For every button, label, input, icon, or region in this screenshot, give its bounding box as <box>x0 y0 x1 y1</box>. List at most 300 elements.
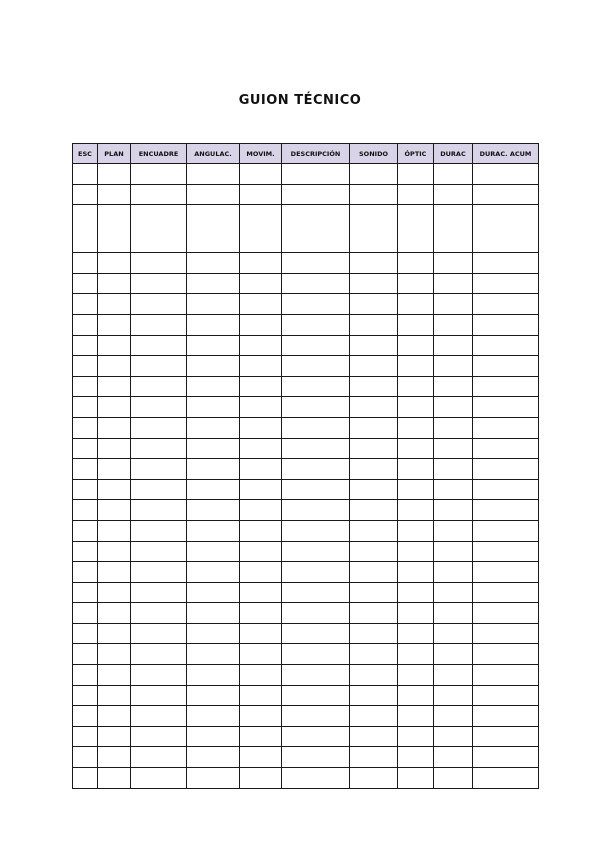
table-cell[interactable] <box>240 644 282 665</box>
table-cell[interactable] <box>131 479 187 500</box>
table-cell[interactable] <box>398 582 434 603</box>
table-cell[interactable] <box>187 685 240 706</box>
table-cell[interactable] <box>398 184 434 205</box>
table-cell[interactable] <box>240 726 282 747</box>
table-cell[interactable] <box>350 582 398 603</box>
table-cell[interactable] <box>240 253 282 274</box>
table-cell[interactable] <box>398 335 434 356</box>
table-cell[interactable] <box>434 164 473 185</box>
table-cell[interactable] <box>187 479 240 500</box>
table-cell[interactable] <box>98 520 131 541</box>
table-cell[interactable] <box>187 184 240 205</box>
table-cell[interactable] <box>282 356 350 377</box>
table-cell[interactable] <box>473 164 539 185</box>
table-cell[interactable] <box>73 335 98 356</box>
table-cell[interactable] <box>240 356 282 377</box>
table-cell[interactable] <box>240 500 282 521</box>
table-cell[interactable] <box>434 562 473 583</box>
table-cell[interactable] <box>240 582 282 603</box>
table-cell[interactable] <box>282 603 350 624</box>
technical-script-table <box>72 143 539 789</box>
table-cell[interactable] <box>434 541 473 562</box>
table-cell[interactable] <box>350 726 398 747</box>
table-cell[interactable] <box>240 706 282 727</box>
table-cell[interactable] <box>282 665 350 686</box>
table-cell[interactable] <box>434 520 473 541</box>
table-cell[interactable] <box>187 665 240 686</box>
table-cell[interactable] <box>282 459 350 480</box>
table-cell[interactable] <box>282 520 350 541</box>
table-cell[interactable] <box>98 479 131 500</box>
table-cell[interactable] <box>398 603 434 624</box>
table-cell[interactable] <box>398 438 434 459</box>
table-cell[interactable] <box>434 294 473 315</box>
table-cell[interactable] <box>350 706 398 727</box>
table-cell[interactable] <box>187 541 240 562</box>
table-cell[interactable] <box>131 644 187 665</box>
table-cell[interactable] <box>350 314 398 335</box>
table-cell[interactable] <box>350 459 398 480</box>
table-cell[interactable] <box>434 356 473 377</box>
table-cell[interactable] <box>98 417 131 438</box>
table-cell[interactable] <box>473 500 539 521</box>
table-cell[interactable] <box>434 417 473 438</box>
table-cell[interactable] <box>131 205 187 253</box>
table-cell[interactable] <box>131 273 187 294</box>
table-cell[interactable] <box>73 376 98 397</box>
table-cell[interactable] <box>98 397 131 418</box>
table-cell[interactable] <box>282 397 350 418</box>
table-cell[interactable] <box>98 253 131 274</box>
table-cell[interactable] <box>350 479 398 500</box>
table-cell[interactable] <box>473 562 539 583</box>
table-row <box>73 459 539 480</box>
table-cell[interactable] <box>434 665 473 686</box>
table-cell[interactable] <box>350 603 398 624</box>
table-cell[interactable] <box>350 665 398 686</box>
table-cell[interactable] <box>187 726 240 747</box>
table-row <box>73 623 539 644</box>
table-cell[interactable] <box>187 520 240 541</box>
table-cell[interactable] <box>73 665 98 686</box>
table-row <box>73 500 539 521</box>
table-cell[interactable] <box>398 768 434 789</box>
table-cell[interactable] <box>187 417 240 438</box>
table-cell[interactable] <box>434 603 473 624</box>
table-cell[interactable] <box>240 685 282 706</box>
table-cell[interactable] <box>240 562 282 583</box>
table-cell[interactable] <box>473 273 539 294</box>
table-cell[interactable] <box>398 706 434 727</box>
table-cell[interactable] <box>434 582 473 603</box>
table-cell[interactable] <box>350 562 398 583</box>
table-cell[interactable] <box>434 644 473 665</box>
table-cell[interactable] <box>73 768 98 789</box>
table-cell[interactable] <box>282 768 350 789</box>
table-cell[interactable] <box>240 623 282 644</box>
table-cell[interactable] <box>350 520 398 541</box>
table-cell[interactable] <box>434 500 473 521</box>
table-cell[interactable] <box>131 665 187 686</box>
table-cell[interactable] <box>398 164 434 185</box>
table-cell[interactable] <box>187 164 240 185</box>
table-cell[interactable] <box>98 562 131 583</box>
table-cell[interactable] <box>98 356 131 377</box>
table-cell[interactable] <box>282 623 350 644</box>
table-cell[interactable] <box>131 356 187 377</box>
table-cell[interactable] <box>73 603 98 624</box>
table-cell[interactable] <box>434 768 473 789</box>
table-cell[interactable] <box>473 747 539 768</box>
table-cell[interactable] <box>473 376 539 397</box>
table-cell[interactable] <box>98 459 131 480</box>
table-cell[interactable] <box>98 164 131 185</box>
table-cell[interactable] <box>350 273 398 294</box>
table-cell[interactable] <box>187 768 240 789</box>
table-cell[interactable] <box>131 520 187 541</box>
table-cell[interactable] <box>131 768 187 789</box>
table-cell[interactable] <box>398 520 434 541</box>
table-cell[interactable] <box>434 685 473 706</box>
table-cell[interactable] <box>98 582 131 603</box>
table-cell[interactable] <box>282 500 350 521</box>
table-cell[interactable] <box>434 747 473 768</box>
table-cell[interactable] <box>282 582 350 603</box>
table-cell[interactable] <box>282 184 350 205</box>
table-cell[interactable] <box>240 335 282 356</box>
table-cell[interactable] <box>98 665 131 686</box>
table-cell[interactable] <box>434 273 473 294</box>
table-cell[interactable] <box>131 582 187 603</box>
table-cell[interactable] <box>398 205 434 253</box>
table-cell[interactable] <box>434 376 473 397</box>
table-cell[interactable] <box>131 253 187 274</box>
table-cell[interactable] <box>131 314 187 335</box>
table-cell[interactable] <box>187 644 240 665</box>
table-cell[interactable] <box>398 623 434 644</box>
table-cell[interactable] <box>434 623 473 644</box>
table-cell[interactable] <box>73 541 98 562</box>
table-cell[interactable] <box>98 294 131 315</box>
table-cell[interactable] <box>240 665 282 686</box>
table-cell[interactable] <box>73 685 98 706</box>
table-cell[interactable] <box>131 397 187 418</box>
table-cell[interactable] <box>240 417 282 438</box>
table-cell[interactable] <box>98 438 131 459</box>
table-cell[interactable] <box>350 438 398 459</box>
table-cell[interactable] <box>131 726 187 747</box>
table-cell[interactable] <box>240 314 282 335</box>
table-cell[interactable] <box>282 479 350 500</box>
table-cell[interactable] <box>434 479 473 500</box>
table-cell[interactable] <box>434 335 473 356</box>
table-cell[interactable] <box>398 500 434 521</box>
table-cell[interactable] <box>240 397 282 418</box>
table-cell[interactable] <box>187 205 240 253</box>
table-cell[interactable] <box>473 768 539 789</box>
table-cell[interactable] <box>473 459 539 480</box>
table-cell[interactable] <box>73 500 98 521</box>
table-cell[interactable] <box>434 253 473 274</box>
table-cell[interactable] <box>282 747 350 768</box>
table-cell[interactable] <box>398 356 434 377</box>
table-cell[interactable] <box>73 582 98 603</box>
table-cell[interactable] <box>240 376 282 397</box>
table-cell[interactable] <box>350 356 398 377</box>
table-cell[interactable] <box>282 644 350 665</box>
table-cell[interactable] <box>98 603 131 624</box>
table-cell[interactable] <box>240 205 282 253</box>
table-cell[interactable] <box>187 294 240 315</box>
table-cell[interactable] <box>187 376 240 397</box>
table-cell[interactable] <box>73 479 98 500</box>
table-cell[interactable] <box>240 747 282 768</box>
table-cell[interactable] <box>473 541 539 562</box>
table-cell[interactable] <box>240 438 282 459</box>
table-cell[interactable] <box>434 184 473 205</box>
table-cell[interactable] <box>98 623 131 644</box>
table-cell[interactable] <box>240 768 282 789</box>
table-cell[interactable] <box>73 747 98 768</box>
table-cell[interactable] <box>73 520 98 541</box>
table-cell[interactable] <box>398 294 434 315</box>
table-cell[interactable] <box>187 438 240 459</box>
table-cell[interactable] <box>350 376 398 397</box>
table-cell[interactable] <box>73 644 98 665</box>
table-cell[interactable] <box>350 253 398 274</box>
table-cell[interactable] <box>187 706 240 727</box>
table-cell[interactable] <box>398 747 434 768</box>
table-cell[interactable] <box>73 726 98 747</box>
table-cell[interactable] <box>434 314 473 335</box>
table-cell[interactable] <box>473 479 539 500</box>
table-cell[interactable] <box>473 314 539 335</box>
table-cell[interactable] <box>398 314 434 335</box>
table-cell[interactable] <box>73 438 98 459</box>
table-cell[interactable] <box>350 294 398 315</box>
table-cell[interactable] <box>98 184 131 205</box>
table-cell[interactable] <box>98 273 131 294</box>
table-cell[interactable] <box>398 541 434 562</box>
table-cell[interactable] <box>434 205 473 253</box>
table-cell[interactable] <box>131 164 187 185</box>
table-cell[interactable] <box>73 184 98 205</box>
table-cell[interactable] <box>131 747 187 768</box>
table-cell[interactable] <box>282 164 350 185</box>
table-cell[interactable] <box>98 376 131 397</box>
table-cell[interactable] <box>187 314 240 335</box>
table-row <box>73 273 539 294</box>
table-cell[interactable] <box>473 685 539 706</box>
table-cell[interactable] <box>473 665 539 686</box>
table-cell[interactable] <box>350 335 398 356</box>
table-cell[interactable] <box>473 397 539 418</box>
table-cell[interactable] <box>350 685 398 706</box>
table-cell[interactable] <box>350 164 398 185</box>
table-cell[interactable] <box>473 520 539 541</box>
table-cell[interactable] <box>282 273 350 294</box>
table-cell[interactable] <box>131 438 187 459</box>
table-cell[interactable] <box>473 706 539 727</box>
table-cell[interactable] <box>434 706 473 727</box>
table-cell[interactable] <box>473 417 539 438</box>
table-cell[interactable] <box>98 205 131 253</box>
table-cell[interactable] <box>73 356 98 377</box>
table-cell[interactable] <box>240 273 282 294</box>
table-cell[interactable] <box>98 644 131 665</box>
table-cell[interactable] <box>473 184 539 205</box>
table-cell[interactable] <box>73 417 98 438</box>
table-cell[interactable] <box>73 294 98 315</box>
table-cell[interactable] <box>398 273 434 294</box>
table-cell[interactable] <box>398 376 434 397</box>
table-cell[interactable] <box>131 603 187 624</box>
table-cell[interactable] <box>398 417 434 438</box>
table-cell[interactable] <box>187 603 240 624</box>
table-cell[interactable] <box>473 623 539 644</box>
table-cell[interactable] <box>98 335 131 356</box>
table-cell[interactable] <box>187 500 240 521</box>
table-cell[interactable] <box>131 706 187 727</box>
table-cell[interactable] <box>187 253 240 274</box>
table-cell[interactable] <box>350 184 398 205</box>
table-cell[interactable] <box>187 397 240 418</box>
table-cell[interactable] <box>73 273 98 294</box>
table-cell[interactable] <box>398 479 434 500</box>
table-cell[interactable] <box>98 768 131 789</box>
table-cell[interactable] <box>350 644 398 665</box>
table-cell[interactable] <box>187 335 240 356</box>
table-cell[interactable] <box>350 768 398 789</box>
table-cell[interactable] <box>131 500 187 521</box>
table-cell[interactable] <box>350 500 398 521</box>
table-cell[interactable] <box>240 164 282 185</box>
table-cell[interactable] <box>282 726 350 747</box>
column-header: DURAC <box>434 144 473 164</box>
table-cell[interactable] <box>473 294 539 315</box>
table-cell[interactable] <box>187 562 240 583</box>
table-cell[interactable] <box>131 184 187 205</box>
table-cell[interactable] <box>473 335 539 356</box>
table-cell[interactable] <box>282 253 350 274</box>
table-cell[interactable] <box>98 685 131 706</box>
table-cell[interactable] <box>131 376 187 397</box>
table-cell[interactable] <box>282 706 350 727</box>
table-cell[interactable] <box>240 520 282 541</box>
table-cell[interactable] <box>98 706 131 727</box>
table-cell[interactable] <box>473 603 539 624</box>
table-cell[interactable] <box>131 541 187 562</box>
table-cell[interactable] <box>473 644 539 665</box>
table-cell[interactable] <box>350 397 398 418</box>
table-row <box>73 479 539 500</box>
table-cell[interactable] <box>282 376 350 397</box>
table-cell[interactable] <box>282 294 350 315</box>
table-cell[interactable] <box>473 438 539 459</box>
table-cell[interactable] <box>398 459 434 480</box>
table-cell[interactable] <box>73 562 98 583</box>
table-cell[interactable] <box>240 294 282 315</box>
table-cell[interactable] <box>350 417 398 438</box>
table-cell[interactable] <box>98 314 131 335</box>
table-row <box>73 665 539 686</box>
table-cell[interactable] <box>398 397 434 418</box>
table-cell[interactable] <box>350 747 398 768</box>
table-cell[interactable] <box>131 335 187 356</box>
table-cell[interactable] <box>434 397 473 418</box>
table-cell[interactable] <box>473 356 539 377</box>
table-cell[interactable] <box>350 623 398 644</box>
table-cell[interactable] <box>350 541 398 562</box>
table-cell[interactable] <box>473 205 539 253</box>
table-cell[interactable] <box>187 582 240 603</box>
table-cell[interactable] <box>240 459 282 480</box>
table-cell[interactable] <box>240 603 282 624</box>
table-cell[interactable] <box>73 706 98 727</box>
table-cell[interactable] <box>398 665 434 686</box>
table-cell[interactable] <box>187 747 240 768</box>
table-cell[interactable] <box>131 459 187 480</box>
table-cell[interactable] <box>240 479 282 500</box>
table-cell[interactable] <box>98 726 131 747</box>
table-cell[interactable] <box>434 438 473 459</box>
table-cell[interactable] <box>282 314 350 335</box>
table-cell[interactable] <box>73 623 98 644</box>
table-cell[interactable] <box>131 294 187 315</box>
table-cell[interactable] <box>282 685 350 706</box>
table-cell[interactable] <box>398 562 434 583</box>
table-cell[interactable] <box>434 459 473 480</box>
table-cell[interactable] <box>98 500 131 521</box>
table-cell[interactable] <box>398 644 434 665</box>
table-cell[interactable] <box>473 726 539 747</box>
table-cell[interactable] <box>187 459 240 480</box>
table-cell[interactable] <box>73 397 98 418</box>
table-cell[interactable] <box>240 541 282 562</box>
table-cell[interactable] <box>473 582 539 603</box>
table-cell[interactable] <box>131 685 187 706</box>
table-cell[interactable] <box>187 623 240 644</box>
table-cell[interactable] <box>398 685 434 706</box>
table-cell[interactable] <box>131 417 187 438</box>
table-cell[interactable] <box>282 541 350 562</box>
table-cell[interactable] <box>131 562 187 583</box>
table-cell[interactable] <box>98 747 131 768</box>
table-cell[interactable] <box>240 184 282 205</box>
column-header: ESC <box>73 144 98 164</box>
table-cell[interactable] <box>73 314 98 335</box>
table-cell[interactable] <box>131 623 187 644</box>
table-body <box>73 164 539 789</box>
table-cell[interactable] <box>282 417 350 438</box>
table-cell[interactable] <box>473 253 539 274</box>
table-cell[interactable] <box>73 253 98 274</box>
table-cell[interactable] <box>350 205 398 253</box>
table-cell[interactable] <box>282 438 350 459</box>
table-cell[interactable] <box>282 335 350 356</box>
table-cell[interactable] <box>98 541 131 562</box>
table-cell[interactable] <box>187 273 240 294</box>
table-cell[interactable] <box>73 164 98 185</box>
table-cell[interactable] <box>73 459 98 480</box>
table-cell[interactable] <box>187 356 240 377</box>
table-cell[interactable] <box>282 205 350 253</box>
table-cell[interactable] <box>73 205 98 253</box>
table-cell[interactable] <box>282 562 350 583</box>
table-cell[interactable] <box>434 726 473 747</box>
table-cell[interactable] <box>398 253 434 274</box>
table-cell[interactable] <box>398 726 434 747</box>
